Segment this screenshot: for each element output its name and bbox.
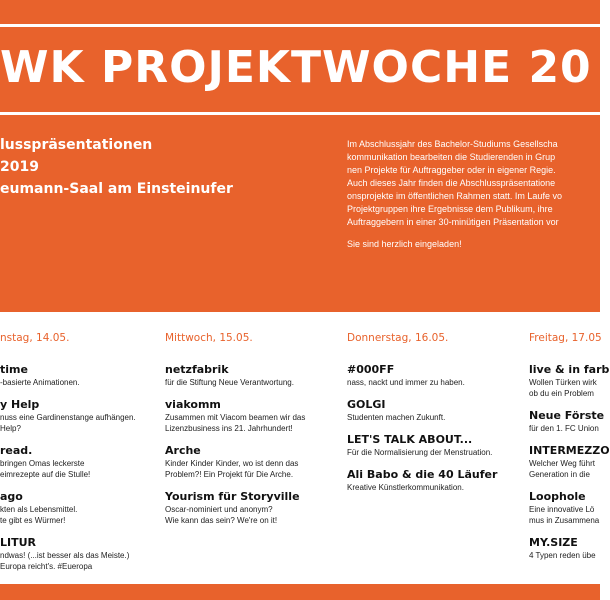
schedule-entry [529, 535, 600, 561]
footer-bar [0, 584, 600, 600]
schedule-entry [529, 362, 610, 399]
info-line-year: 2019 [0, 159, 39, 175]
schedule-entry [529, 489, 600, 526]
entry-description: te gibt es Würmer! [0, 516, 66, 525]
entry-title: time [0, 363, 28, 376]
schedule-entry [529, 408, 605, 434]
entry-description: Kinder Kinder Kinder, wo ist denn das [165, 459, 299, 468]
entry-title: Loophole [529, 490, 586, 503]
top-rule [0, 24, 600, 27]
entry-title: #000FF [347, 363, 395, 376]
entry-description: -basierte Animationen. [0, 378, 80, 387]
invitation-text: Sie sind herzlich eingeladen! [347, 239, 462, 249]
entry-description: Wie kann das sein? We're on it! [165, 516, 278, 525]
info-line-presentations: lusspräsentationen [0, 137, 153, 153]
entry-description: Welcher Weg führt [529, 459, 595, 468]
intro-line: Projektgruppen ihre Ergebnisse dem Publikum, ihre [347, 204, 553, 214]
schedule-entry [165, 397, 335, 434]
day-heading: Freitag, 17.05 [529, 332, 602, 344]
entry-description: Eine innovative Lö [529, 505, 595, 514]
intro-line: nen Projekte für Auftraggeber oder in eigener Regie. [347, 165, 556, 175]
entry-description: bringen Omas leckerste [0, 459, 85, 468]
entry-title: LITUR [0, 536, 37, 549]
schedule-entry [0, 535, 150, 572]
entry-description: Wollen Türken wirk [529, 378, 597, 387]
intro-line: Auch dieses Jahr finden die Abschlusspräsentatione [347, 178, 556, 188]
schedule-entry [347, 362, 517, 388]
entry-title: GOLGI [347, 398, 386, 411]
entry-description: Help? [0, 424, 21, 433]
schedule-entry [347, 432, 517, 458]
entry-description: Europa reicht's. #Eueropa [0, 562, 93, 571]
schedule-entry [0, 489, 150, 526]
schedule-entry [0, 397, 150, 434]
schedule-entry [529, 443, 610, 480]
entry-description: Problem?! Ein Projekt für Die Arche. [165, 470, 294, 479]
entry-title: LET'S TALK ABOUT... [347, 433, 473, 446]
day-heading: Mittwoch, 15.05. [165, 332, 253, 344]
title-rule [0, 112, 600, 115]
entry-description: ob du ein Problem [529, 389, 594, 398]
schedule-entry [0, 443, 150, 480]
schedule-column-tuesday [0, 330, 150, 581]
entry-description: ndwas! (...ist besser als das Meiste.) [0, 551, 130, 560]
entry-title: netzfabrik [165, 363, 229, 376]
entry-title: y Help [0, 398, 40, 411]
entry-title: Neue Förste [529, 409, 605, 422]
day-heading: nstag, 14.05. [0, 332, 70, 344]
schedule-entry [165, 489, 335, 526]
entry-description: Studenten machen Zukunft. [347, 413, 446, 422]
intro-line: kommunikation bearbeiten die Studierenden in Grup [347, 152, 556, 162]
entry-description: für den 1. FC Union [529, 424, 599, 433]
intro-line: Auftraggebern in einer 30-minütigen Präsentation vor [347, 217, 559, 227]
info-line-venue: eumann-Saal am Einsteinufer [0, 181, 233, 197]
intro-line: onsprojekte im öffentlichen Rahmen statt. Im Laufe vo [347, 191, 562, 201]
schedule-entry [347, 467, 517, 493]
schedule-entry [165, 362, 335, 388]
entry-title: Ali Babo & die 40 Läufer [347, 468, 498, 481]
entry-description: mus in Zusammena [529, 516, 600, 525]
entry-description: Generation in die [529, 470, 590, 479]
intro-line: Im Abschlussjahr des Bachelor-Studiums Gesellscha [347, 139, 558, 149]
entry-description: für die Stiftung Neue Verantwortung. [165, 378, 294, 387]
entry-description: kten als Lebensmittel. [0, 505, 78, 514]
schedule-column-wednesday [165, 330, 335, 535]
entry-title: MY.SIZE [529, 536, 578, 549]
entry-description: Kreative Künstlerkommunikation. [347, 483, 464, 492]
schedule-entry [0, 362, 150, 388]
entry-description: 4 Typen reden übe [529, 551, 596, 560]
intro-text [347, 138, 600, 229]
entry-title: viakomm [165, 398, 221, 411]
entry-description: Lizenzbusiness ins 21. Jahrhundert! [165, 424, 293, 433]
event-info [0, 134, 233, 200]
entry-title: read. [0, 444, 33, 457]
entry-description: nass, nackt und immer zu haben. [347, 378, 465, 387]
entry-description: nuss eine Gardinenstange aufhängen. [0, 413, 136, 422]
entry-description: Für die Normalisierung der Menstruation. [347, 448, 493, 457]
entry-description: Oscar-nominiert und anonym? [165, 505, 273, 514]
entry-title: INTERMEZZO [529, 444, 610, 457]
schedule-entry [347, 397, 517, 423]
schedule-column-friday [529, 330, 610, 570]
page-title: WK PROJEKTWOCHE 20 [0, 42, 592, 93]
schedule-column-thursday [347, 330, 517, 502]
entry-title: ago [0, 490, 23, 503]
entry-title: live & in farb [529, 363, 610, 376]
entry-description: Zusammen mit Viacom beamen wir das [165, 413, 306, 422]
day-heading: Donnerstag, 16.05. [347, 332, 449, 344]
schedule-entry [165, 443, 335, 480]
entry-title: Yourism für Storyville [165, 490, 300, 503]
entry-title: Arche [165, 444, 201, 457]
entry-description: eimrezepte auf die Stulle! [0, 470, 91, 479]
